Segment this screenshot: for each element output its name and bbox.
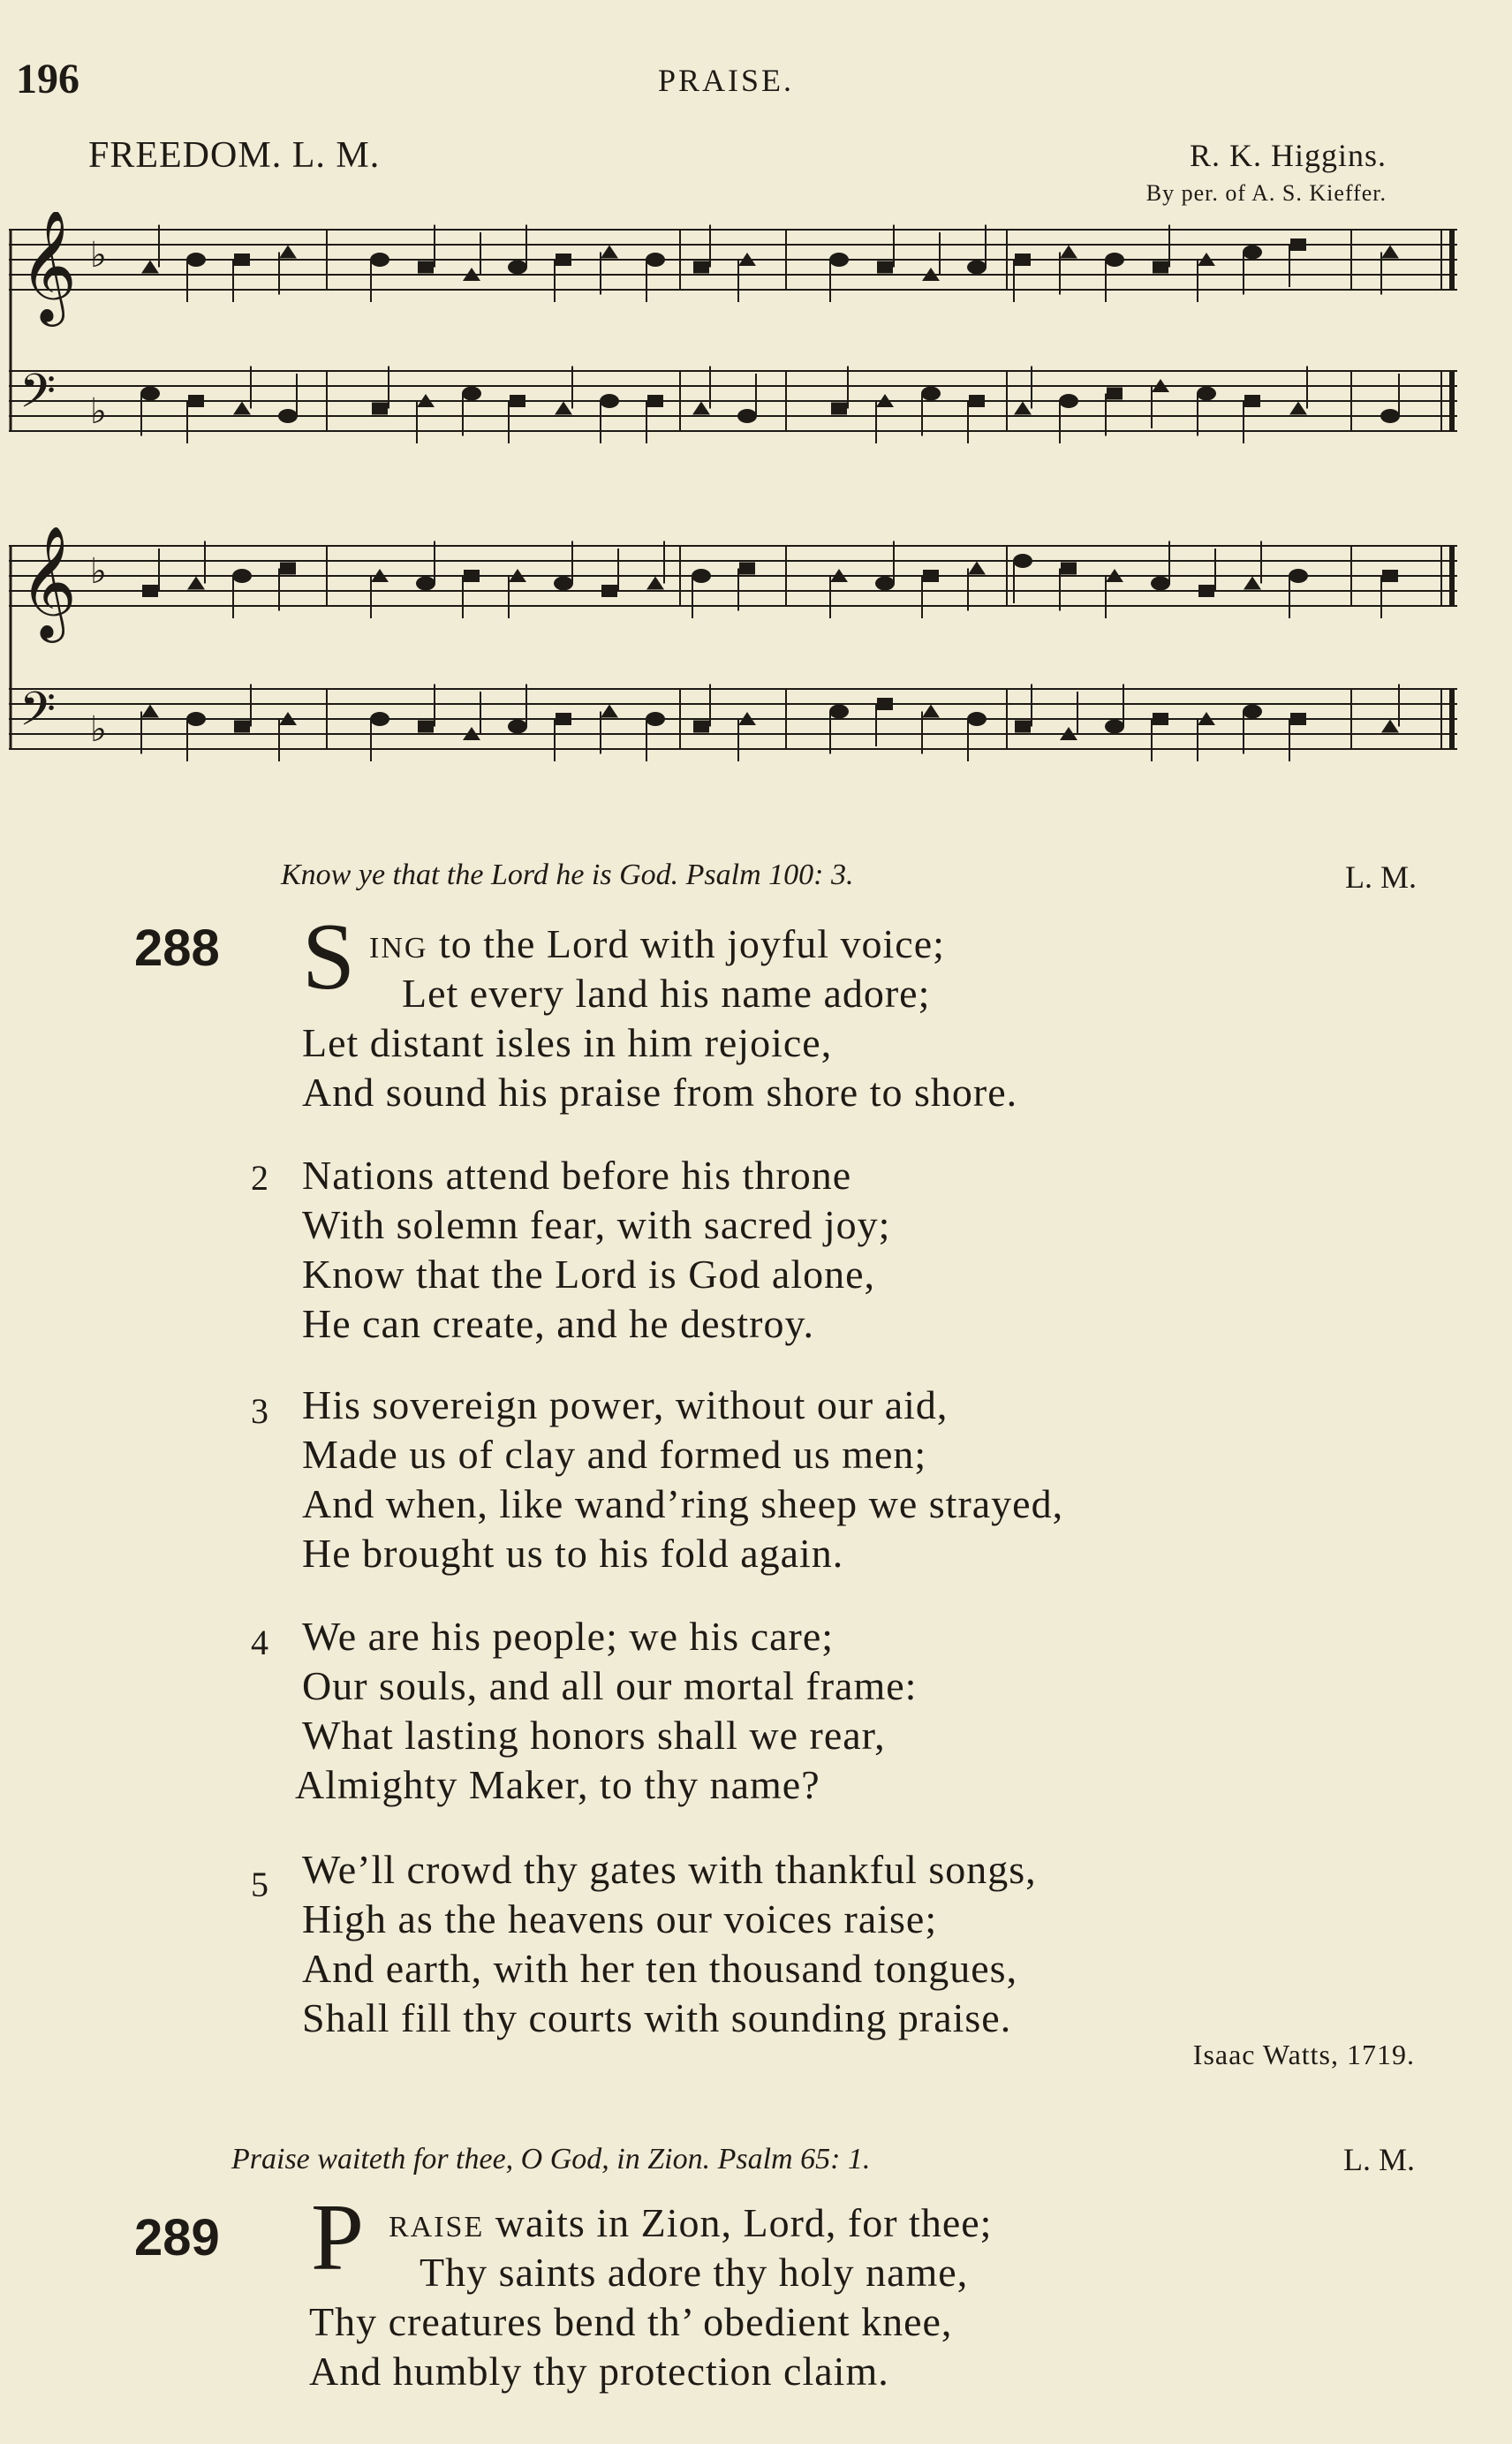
hymn-288-meter: L. M.	[1345, 859, 1417, 895]
note-head	[464, 570, 480, 582]
note-head	[141, 705, 159, 718]
note-head	[1105, 720, 1124, 734]
verse-5-line-4: Shall fill thy courts with sounding praise.	[302, 1995, 1012, 2040]
note-head	[923, 570, 939, 582]
note-head	[1061, 563, 1077, 575]
note-head	[1060, 246, 1077, 259]
note-head	[234, 721, 250, 733]
note-head	[556, 713, 571, 725]
hymn-288-dropcap	[302, 904, 356, 1010]
hymn-289-line-2: Thy saints adore thy holy name,	[420, 2250, 969, 2295]
verse-4-line-1: We are his people; we his care;	[302, 1614, 835, 1659]
verse-number-4: 4	[251, 1623, 268, 1662]
first-line-rest: to the Lord with joyful voice;	[438, 921, 945, 966]
verse-4-line-3: What lasting honors shall we rear,	[302, 1713, 886, 1758]
treble-clef-icon: 𝄞	[19, 525, 78, 638]
note-head	[1243, 705, 1262, 719]
note-head	[1198, 585, 1214, 597]
note-head	[1107, 388, 1123, 400]
page-number: 196	[16, 56, 79, 102]
note-head	[968, 562, 986, 575]
note-head	[1105, 253, 1124, 267]
bass-clef-icon: 𝄢	[19, 683, 57, 748]
hymn-288-author: Isaac Watts, 1719.	[1192, 2039, 1415, 2070]
note-head	[737, 409, 757, 423]
note-head	[188, 395, 204, 407]
note-head	[462, 387, 481, 401]
verse-4-line-4: Almighty Maker, to thy name?	[295, 1762, 820, 1807]
note-head	[1289, 569, 1308, 583]
note-head	[1380, 409, 1400, 423]
hymn-289-dropcap	[311, 2185, 365, 2290]
verse-number-3: 3	[251, 1391, 268, 1431]
hymn-289-line-3: Thy creatures bend th’ obedient knee,	[309, 2299, 953, 2344]
note-head	[1289, 402, 1307, 415]
hymn-289-line-4: And humbly thy protection claim.	[309, 2349, 889, 2394]
note-head	[1381, 246, 1399, 259]
verse-3-line-4: He brought us to his fold again.	[302, 1531, 844, 1576]
note-head	[877, 261, 893, 274]
note-head	[921, 387, 941, 401]
note-head	[646, 577, 664, 590]
note-head	[1153, 713, 1168, 725]
note-head	[372, 403, 388, 415]
note-head	[877, 698, 893, 710]
treble-clef-icon: 𝄞	[19, 212, 78, 322]
note-head	[1244, 577, 1261, 590]
note-head	[922, 705, 940, 718]
note-head	[186, 712, 206, 726]
music-score	[9, 212, 1466, 821]
note-head	[646, 253, 665, 267]
note-head	[692, 402, 710, 415]
note-head	[186, 253, 206, 267]
note-head	[508, 261, 527, 275]
note-head	[418, 721, 434, 733]
note-head	[967, 712, 987, 726]
hymn-289-meter: L. M.	[1343, 2142, 1415, 2177]
verse-number-5: 5	[251, 1865, 268, 1904]
note-head	[1015, 721, 1031, 733]
composer-credit: R. K. Higgins.	[1189, 138, 1387, 173]
running-head: PRAISE.	[658, 63, 795, 98]
verse-5-line-1: We’ll crowd thy gates with thankful songs,	[302, 1847, 1037, 1892]
note-head	[1381, 720, 1399, 733]
note-head	[370, 712, 389, 726]
note-head	[187, 577, 205, 590]
note-head	[279, 246, 297, 259]
note-head	[693, 261, 709, 274]
verse-2-line-2: With solemn fear, with sacred joy;	[302, 1202, 891, 1247]
flat-icon: ♭	[90, 551, 107, 592]
note-head	[554, 577, 573, 591]
note-head	[556, 253, 571, 266]
tune-name: FREEDOM. L. M.	[88, 135, 381, 176]
note-head	[141, 261, 159, 274]
verse-3-line-3: And when, like wand’ring sheep we strayed,	[302, 1481, 1064, 1526]
note-head	[875, 577, 895, 591]
flat-icon: ♭	[90, 391, 107, 432]
note-head	[1013, 554, 1032, 568]
verse-5-line-3: And earth, with her ten thousand tongues,	[302, 1946, 1018, 1991]
note-head	[140, 387, 160, 401]
note-head	[969, 395, 985, 407]
verse-2-line-3: Know that the Lord is God alone,	[302, 1252, 876, 1297]
verse-5-line-2: High as the heavens our voices raise;	[302, 1896, 938, 1941]
note-head	[280, 563, 296, 575]
note-head	[693, 721, 709, 733]
drop-cap-letter: S	[302, 904, 356, 1010]
note-head	[831, 403, 847, 415]
hymn-288-line-4: And sound his praise from shore to shore.	[302, 1070, 1018, 1115]
verse-2-line-4: He can create, and he destroy.	[302, 1301, 815, 1346]
note-head	[739, 563, 755, 575]
note-head	[646, 712, 665, 726]
drop-cap-letter: P	[311, 2185, 365, 2290]
verse-number-2: 2	[251, 1158, 268, 1198]
note-head	[1153, 261, 1168, 274]
note-head	[829, 705, 849, 719]
verse-3-line-1: His sovereign power, without our aid,	[302, 1382, 949, 1427]
note-head	[510, 395, 525, 407]
note-head	[1290, 238, 1306, 251]
note-head	[370, 253, 389, 267]
note-head	[1244, 395, 1260, 407]
verse-2-line-1: Nations attend before his throne	[302, 1153, 852, 1198]
verse-3-line-2: Made us of clay and formed us men;	[302, 1432, 927, 1477]
note-head	[692, 569, 711, 583]
note-head	[829, 253, 849, 267]
note-head	[600, 394, 619, 408]
note-head	[601, 246, 618, 259]
permission-credit: By per. of A. S. Kieffer.	[1145, 180, 1387, 206]
note-head	[142, 585, 158, 597]
note-head	[647, 395, 663, 407]
note-head	[1014, 402, 1032, 415]
note-head	[1243, 246, 1262, 260]
note-head	[234, 253, 250, 266]
hymn-288-line-2: Let every land his name adore;	[402, 971, 931, 1016]
note-head	[233, 402, 251, 415]
hymn-289-caption: Praise waiteth for thee, O God, in Zion. Psalm 65: 1.	[231, 2143, 871, 2175]
note-head	[1290, 713, 1306, 725]
first-line-rest: waits in Zion, Lord, for thee;	[495, 2200, 993, 2245]
note-head	[278, 409, 298, 423]
note-head	[601, 585, 617, 597]
note-head	[418, 261, 434, 274]
note-head	[1151, 577, 1170, 591]
first-word-rest: ING	[369, 932, 428, 965]
hymn-288-line-1	[369, 920, 945, 967]
hymn-288-line-3: Let distant isles in him rejoice,	[302, 1020, 833, 1065]
verse-4-line-2: Our souls, and all our mortal frame:	[302, 1663, 918, 1708]
flat-icon: ♭	[90, 235, 107, 276]
note-head	[555, 402, 572, 415]
hymn-288-caption: Know ye that the Lord he is God. Psalm 100: 3.	[281, 859, 854, 891]
hymn-288-number: 288	[134, 919, 220, 977]
hymn-289-number: 289	[134, 2209, 220, 2266]
note-head	[1382, 570, 1398, 582]
note-head	[1059, 394, 1078, 408]
note-head	[508, 720, 527, 734]
hymn-289-line-1	[389, 2199, 992, 2246]
first-word-rest: RAISE	[389, 2211, 485, 2243]
note-head	[1197, 387, 1216, 401]
flat-icon: ♭	[90, 709, 107, 750]
bass-clef-icon: 𝄢	[19, 365, 57, 430]
note-head	[232, 569, 252, 583]
note-head	[967, 261, 987, 275]
note-head	[601, 705, 618, 718]
note-head	[416, 577, 435, 591]
note-head	[1015, 253, 1031, 266]
